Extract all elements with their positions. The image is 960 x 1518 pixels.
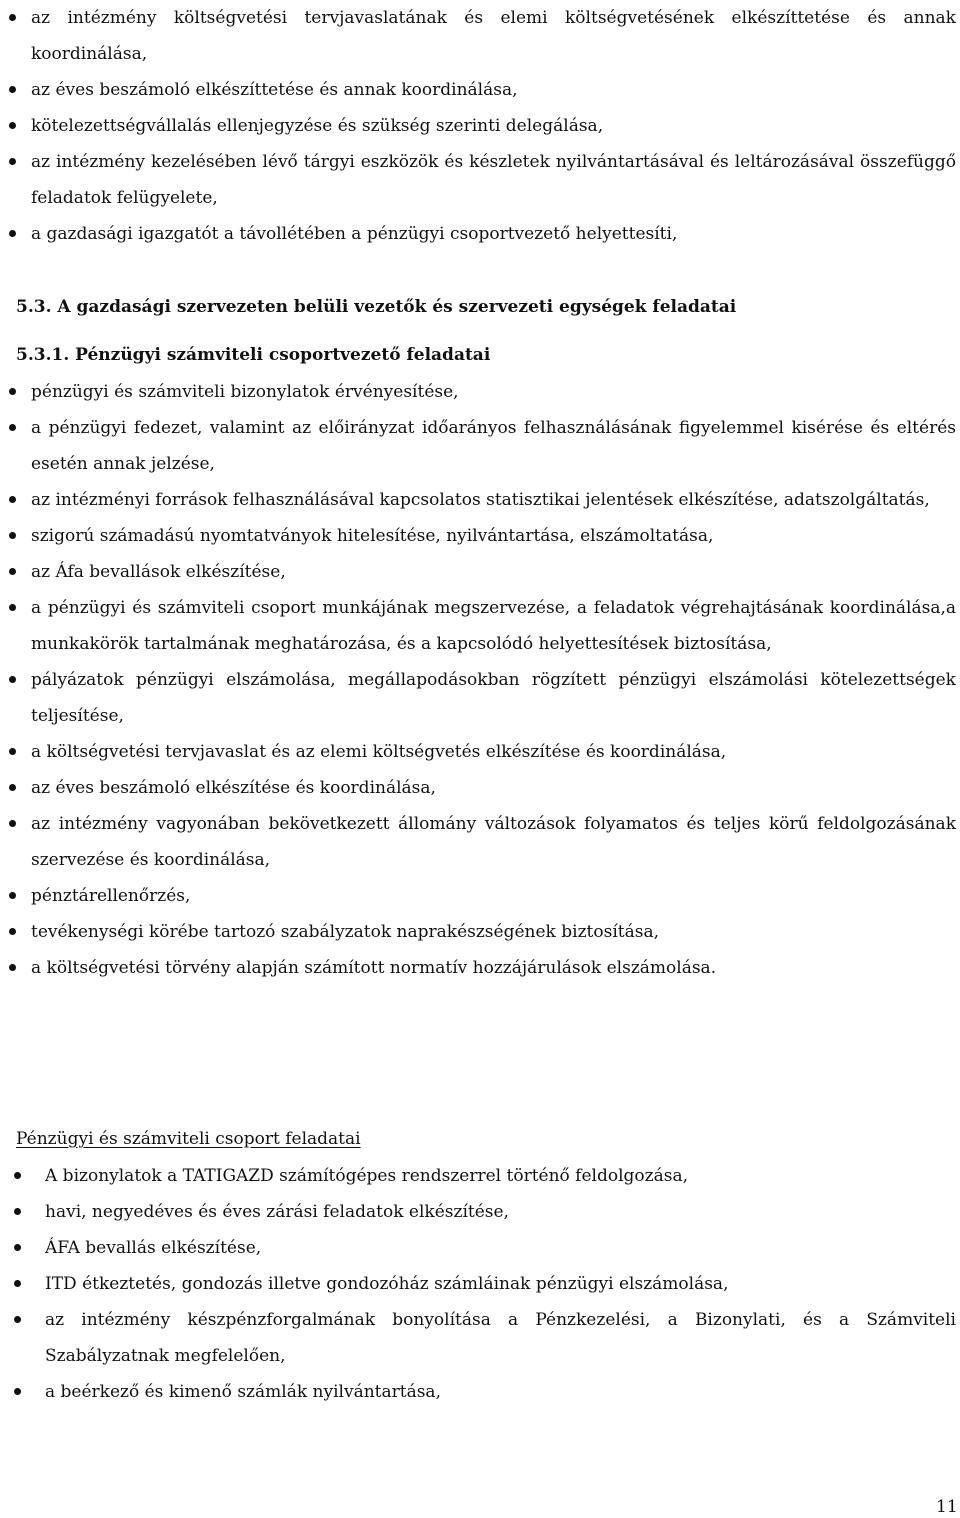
list-item [45, 1266, 956, 1302]
list-item [45, 1374, 956, 1410]
list-item [31, 734, 956, 770]
bullet-icon [9, 964, 16, 971]
list-item [31, 554, 956, 590]
bullet-icon [9, 122, 16, 129]
list-item-text: a költségvetési tervjavaslat és az elemi költségvetés elkészítése és koordinálása, [31, 742, 727, 762]
list-item [45, 1230, 956, 1266]
bullet-icon [9, 14, 16, 21]
duties-list-c [45, 1158, 956, 1410]
list-item-text: az intézményi források felhasználásával kapcsolatos statisztikai jelentések elkészítése, adatszolgáltatás, [31, 490, 930, 510]
list-item-text: pályázatok pénzügyi elszámolása, megállapodásokban rögzített pénzügyi elszámolási kötelezettségek teljesítése, [31, 670, 956, 726]
list-item-text: ÁFA bevallás elkészítése, [45, 1238, 262, 1258]
list-item-text: pénztárellenőrzés, [31, 886, 191, 906]
list-item-text: az intézmény vagyonában bekövetkezett állomány változások folyamatos és teljes körű feldolgozásának szervezése és koordinálása, [31, 814, 956, 870]
list-item-text: a beérkező és kimenő számlák nyilvántartása, [45, 1382, 441, 1402]
bullet-icon [9, 820, 16, 827]
list-item [31, 878, 956, 914]
list-item-text: a gazdasági igazgatót a távollétében a pénzügyi csoportvezető helyettesíti, [31, 224, 678, 244]
bullet-icon [9, 784, 16, 791]
list-item [31, 216, 956, 252]
list-item-text: a pénzügyi és számviteli csoport munkájának megszervezése, a feladatok végrehajtásának koordinálása,a munkakörök tartalmának meghatározása, és a kapcsolódó helyettesítések biztosítása, [31, 598, 956, 654]
list-item-text: az intézmény kezelésében lévő tárgyi eszközök és készletek nyilvántartásával és leltározásával összefüggő feladatok felügyelete, [31, 152, 956, 208]
subsection-heading: 5.3.1. Pénzügyi számviteli csoportvezető feladatai [16, 345, 491, 365]
list-item [31, 662, 956, 734]
bullet-icon [9, 230, 16, 237]
bullet-icon [9, 86, 16, 93]
list-item-text: ITD étkeztetés, gondozás illetve gondozóház számláinak pénzügyi elszámolása, [45, 1274, 729, 1294]
bullet-icon [14, 1280, 21, 1287]
list-item [31, 590, 956, 662]
bullet-icon [9, 748, 16, 755]
list-item-text: havi, negyedéves és éves zárási feladatok elkészítése, [45, 1202, 509, 1222]
bullet-icon [9, 424, 16, 431]
bullet-icon [9, 532, 16, 539]
list-item-text: szigorú számadású nyomtatványok hitelesítése, nyilvántartása, elszámoltatása, [31, 526, 714, 546]
list-item-text: az éves beszámoló elkészítése és koordinálása, [31, 778, 436, 798]
bullet-icon [14, 1208, 21, 1215]
bullet-icon [9, 604, 16, 611]
section-heading: 5.3. A gazdasági szervezeten belüli vezetők és szervezeti egységek feladatai [16, 297, 737, 317]
list-item [45, 1158, 956, 1194]
list-item [31, 518, 956, 554]
list-item [31, 806, 956, 878]
list-item-text: az intézmény készpénzforgalmának bonyolítása a Pénzkezelési, a Bizonylati, és a Számviteli Szabályzatnak megfelelően, [45, 1310, 956, 1366]
list-item-text: tevékenységi körébe tartozó szabályzatok naprakészségének biztosítása, [31, 922, 659, 942]
list-item-text: az Áfa bevallások elkészítése, [31, 562, 286, 582]
list-item [31, 72, 956, 108]
list-item-text: kötelezettségvállalás ellenjegyzése és szükség szerinti delegálása, [31, 116, 604, 136]
bullet-icon [9, 892, 16, 899]
list-item [31, 410, 956, 482]
list-item [31, 914, 956, 950]
bullet-icon [9, 928, 16, 935]
list-item-text: a pénzügyi fedezet, valamint az előirányzat időarányos felhasználásának figyelemmel kisérése és eltérés esetén annak jelzése, [31, 418, 956, 474]
list-item [45, 1194, 956, 1230]
list-item [31, 144, 956, 216]
list-item [31, 770, 956, 806]
bullet-icon [14, 1316, 21, 1323]
group-duties-title: Pénzügyi és számviteli csoport feladatai [16, 1129, 361, 1149]
bullet-icon [9, 568, 16, 575]
bullet-icon [14, 1172, 21, 1179]
duties-list-a [31, 0, 956, 252]
list-item-text: az éves beszámoló elkészíttetése és annak koordinálása, [31, 80, 518, 100]
bullet-icon [9, 388, 16, 395]
duties-list-b [31, 374, 956, 986]
list-item [31, 0, 956, 72]
list-item-text: az intézmény költségvetési tervjavaslatának és elemi költségvetésének elkészíttetése és annak koordinálása, [31, 8, 956, 64]
bullet-icon [9, 676, 16, 683]
list-item-text: A bizonylatok a TATIGAZD számítógépes rendszerrel történő feldolgozása, [45, 1166, 688, 1186]
list-item-text: a költségvetési törvény alapján számított normatív hozzájárulások elszámolása. [31, 958, 717, 978]
bullet-icon [14, 1244, 21, 1251]
list-item [31, 950, 956, 986]
bullet-icon [9, 158, 16, 165]
bullet-icon [14, 1388, 21, 1395]
list-item [31, 482, 956, 518]
list-item [45, 1302, 956, 1374]
bullet-icon [9, 496, 16, 503]
list-item [31, 108, 956, 144]
page-number: 11 [936, 1497, 958, 1517]
list-item-text: pénzügyi és számviteli bizonylatok érvényesítése, [31, 382, 459, 402]
list-item [31, 374, 956, 410]
